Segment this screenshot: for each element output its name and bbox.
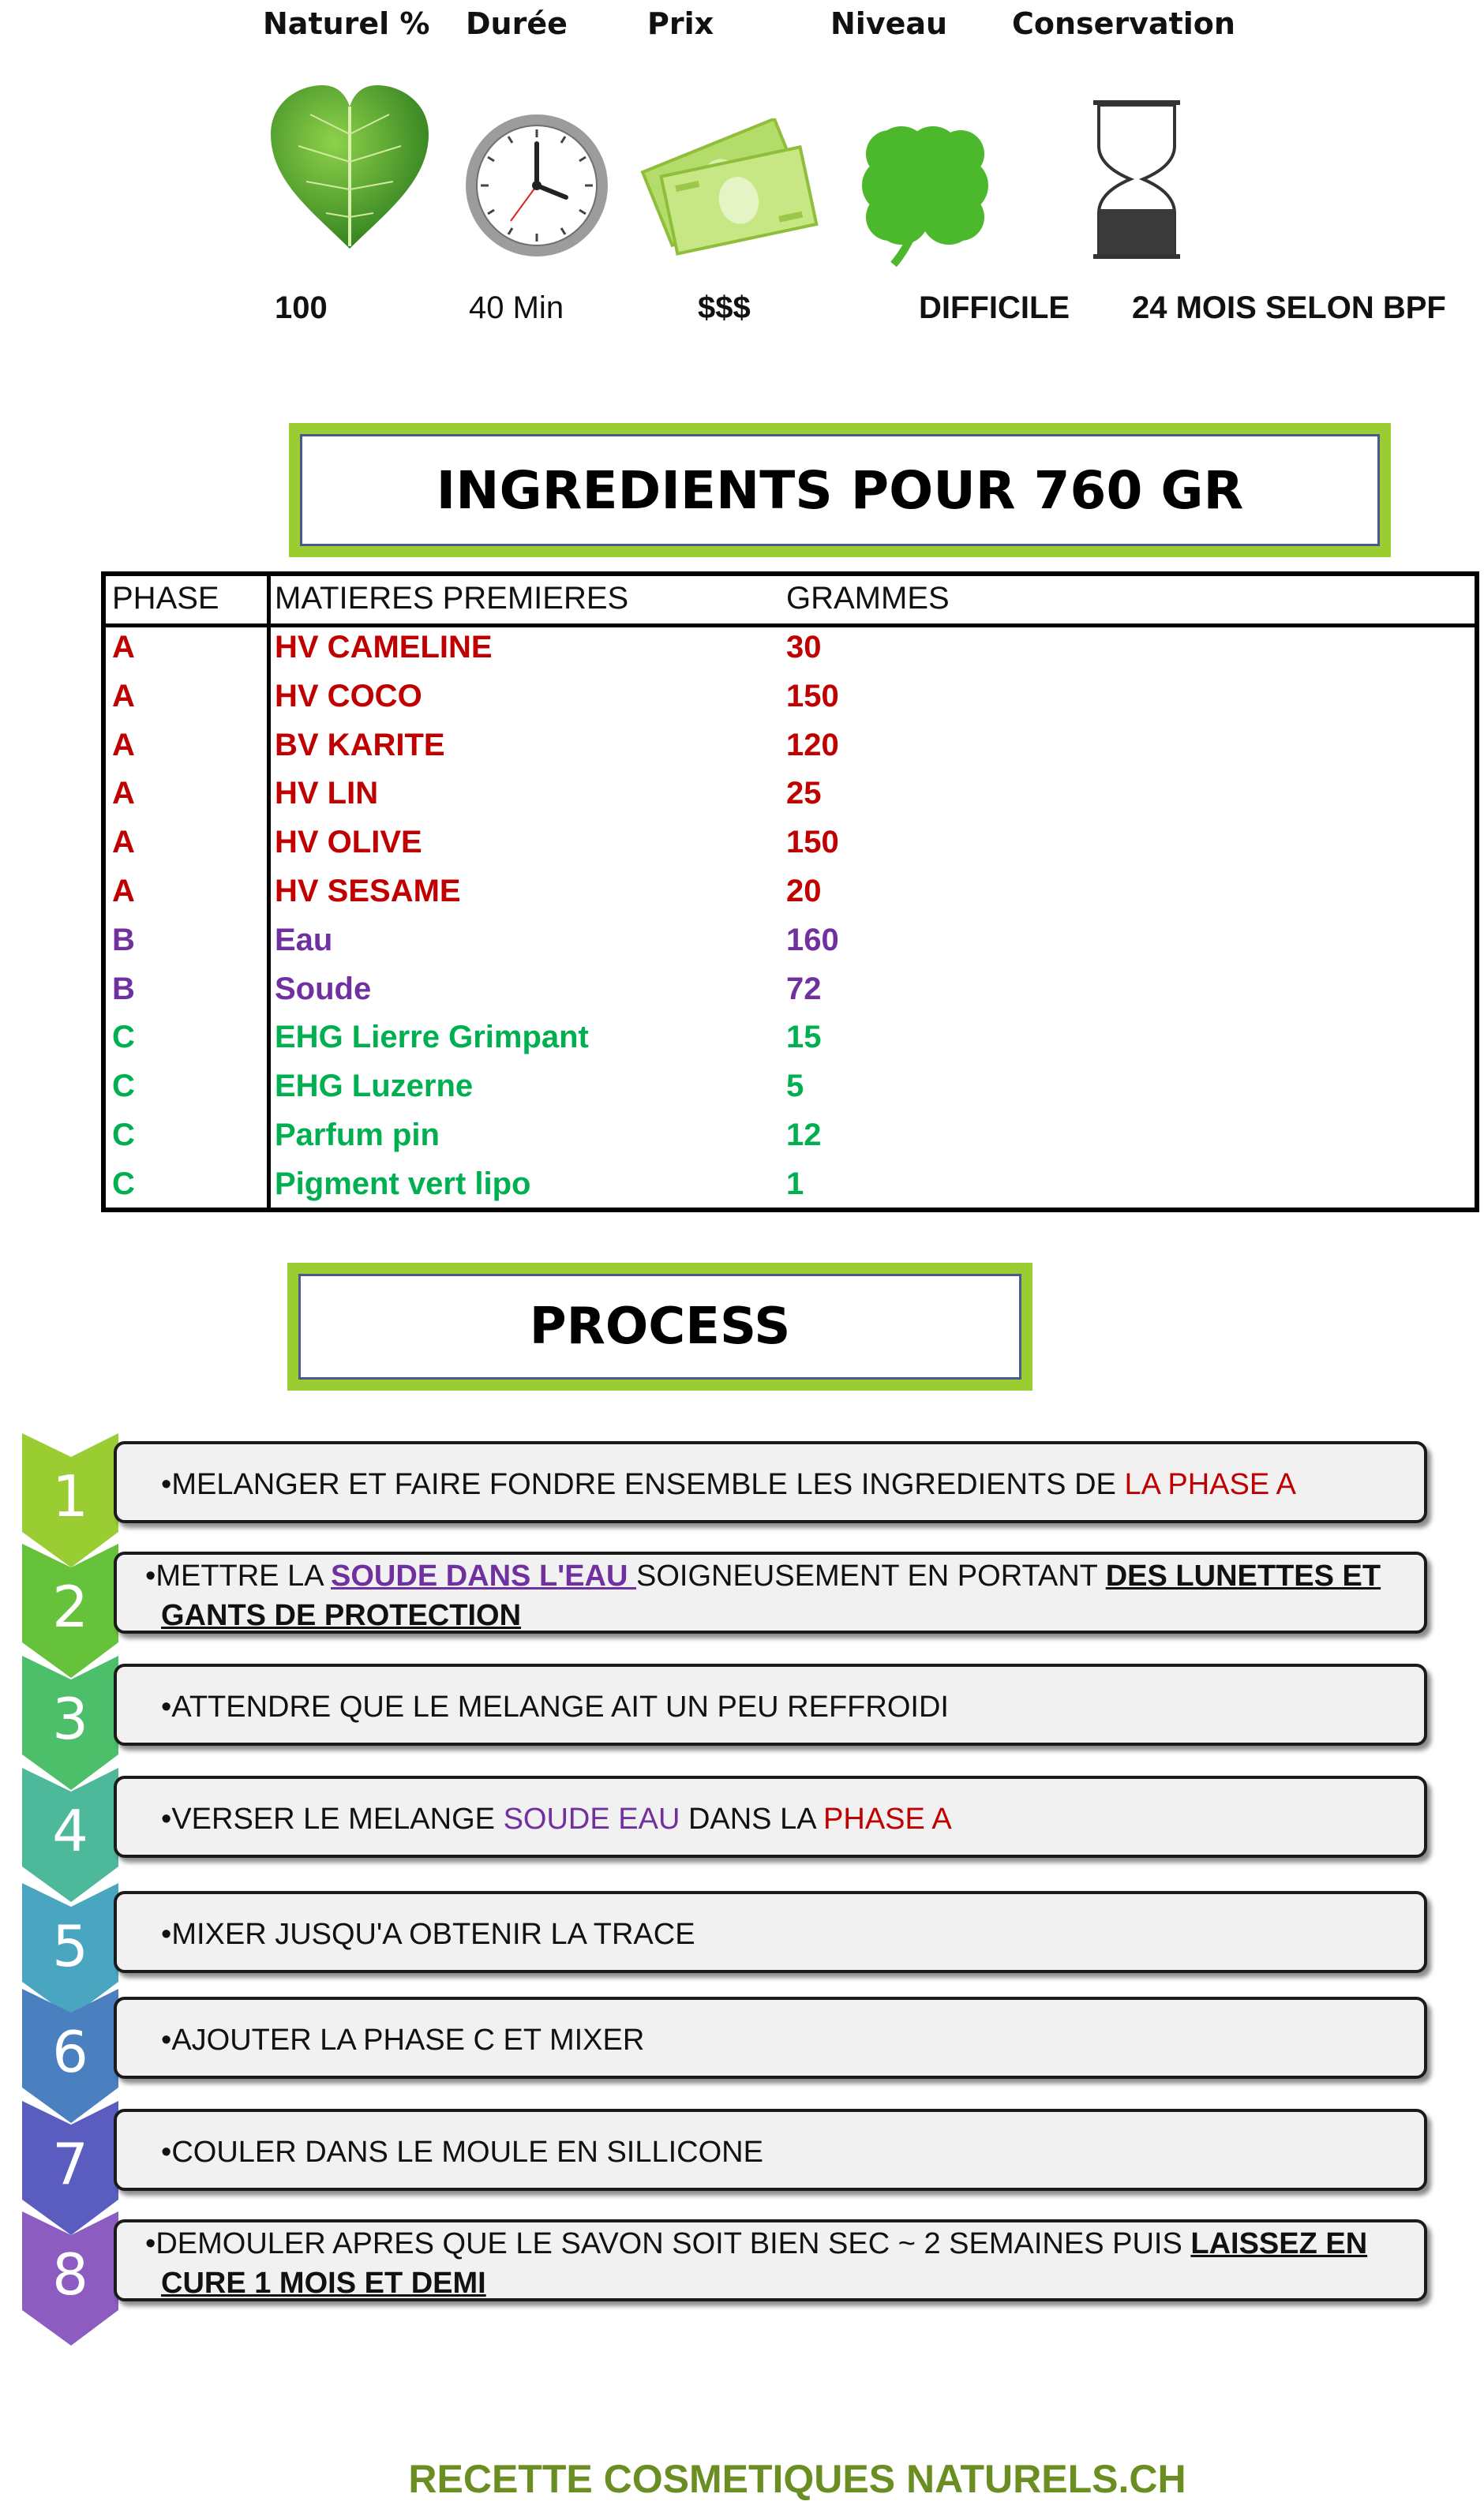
process-step-8 xyxy=(22,2219,1435,2312)
header-label-prix: Prix xyxy=(647,6,714,41)
cell-phase: A xyxy=(112,874,135,908)
cell-grams: 25 xyxy=(786,776,822,811)
cell-ingredient: Eau xyxy=(275,922,333,957)
process-step-1 xyxy=(22,1441,1435,1534)
cell-ingredient: HV SESAME xyxy=(275,874,461,908)
step-text-1: •MELANGER ET FAIRE FONDRE ENSEMBLE LES INGREDIENTS DE LA PHASE A xyxy=(161,1468,1297,1501)
cell-phase: C xyxy=(112,1118,135,1152)
step-number-5: 5 xyxy=(52,1913,88,1979)
cell-ingredient: HV LIN xyxy=(275,776,379,811)
process-step-3 xyxy=(22,1664,1435,1757)
cell-phase: B xyxy=(112,922,135,957)
cell-grams: 150 xyxy=(786,825,839,860)
step-text-6: •AJOUTER LA PHASE C ET MIXER xyxy=(161,2024,645,2057)
step-number-4: 4 xyxy=(52,1798,88,1864)
cell-grams: 20 xyxy=(786,874,822,908)
step-text-5: •MIXER JUSQU'A OBTENIR LA TRACE xyxy=(161,1918,695,1951)
cell-phase: C xyxy=(112,1069,135,1104)
step-number-8: 8 xyxy=(52,2241,88,2308)
step-text-4: •VERSER LE MELANGE SOUDE EAU DANS LA PHASE A xyxy=(161,1803,952,1836)
table-row xyxy=(106,1166,1475,1214)
step-text-8: •DEMOULER APRES QUE LE SAVON SOIT BIEN SEC ~ 2 SEMAINES PUIS LAISSEZ EN CURE 1 MOIS ET DEMI xyxy=(145,2227,1368,2300)
cell-phase: C xyxy=(112,1166,135,1201)
cell-ingredient: EHG Luzerne xyxy=(275,1069,474,1104)
table-row xyxy=(106,874,1475,921)
cell-grams: 160 xyxy=(786,922,839,957)
process-step-5 xyxy=(22,1891,1435,1984)
step-number-3: 3 xyxy=(52,1686,88,1752)
cell-ingredient: HV CAMELINE xyxy=(275,630,493,665)
header-label-duree: Durée xyxy=(466,6,568,41)
cell-ingredient: HV COCO xyxy=(275,678,422,713)
cell-grams: 30 xyxy=(786,630,822,665)
process-title-box xyxy=(287,1263,1032,1391)
ingredients-title: INGREDIENTS POUR 760 GR xyxy=(436,459,1244,521)
table-row xyxy=(106,972,1475,1019)
process-step-4 xyxy=(22,1776,1435,1869)
table-row xyxy=(106,776,1475,823)
table-row xyxy=(106,630,1475,677)
cell-ingredient: BV KARITE xyxy=(275,727,445,762)
step-number-1: 1 xyxy=(52,1463,88,1530)
ingredients-table xyxy=(101,571,1479,1212)
process-step-6 xyxy=(22,1997,1435,2090)
cell-grams: 15 xyxy=(786,1020,822,1055)
table-header-matieres: MATIERES PREMIERES xyxy=(275,581,629,616)
ingredients-title-box xyxy=(289,423,1391,557)
header-label-conservation: Conservation xyxy=(1012,6,1235,41)
cell-phase: A xyxy=(112,727,135,762)
cell-phase: A xyxy=(112,825,135,860)
cell-grams: 5 xyxy=(786,1069,804,1104)
cell-ingredient: EHG Lierre Grimpant xyxy=(275,1020,589,1055)
cell-grams: 72 xyxy=(786,971,822,1006)
table-row xyxy=(106,1069,1475,1116)
value-conservation: 24 MOIS SELON BPF xyxy=(1132,290,1446,325)
cell-ingredient: Parfum pin xyxy=(275,1118,440,1152)
value-niveau: DIFFICILE xyxy=(919,290,1070,325)
cell-grams: 12 xyxy=(786,1118,822,1152)
footer-site-name: RECETTE COSMETIQUES NATURELS.CH xyxy=(408,2457,1186,2501)
hourglass-icon xyxy=(1089,99,1184,260)
table-row xyxy=(106,825,1475,872)
cell-phase: A xyxy=(112,776,135,811)
table-row xyxy=(106,728,1475,775)
cell-ingredient: HV OLIVE xyxy=(275,825,422,860)
table-header-phase: PHASE xyxy=(112,581,219,616)
process-title: PROCESS xyxy=(529,1297,791,1356)
table-header-grammes: GRAMMES xyxy=(786,581,950,616)
step-text-7: •COULER DANS LE MOULE EN SILLICONE xyxy=(161,2136,763,2169)
cell-phase: A xyxy=(112,630,135,665)
cell-grams: 150 xyxy=(786,678,839,713)
process-step-2 xyxy=(22,1552,1435,1645)
header-label-niveau: Niveau xyxy=(830,6,948,41)
cell-grams: 1 xyxy=(786,1166,804,1201)
cell-grams: 120 xyxy=(786,727,839,762)
table-row xyxy=(106,923,1475,970)
step-number-7: 7 xyxy=(52,2131,88,2197)
cell-ingredient: Pigment vert lipo xyxy=(275,1166,531,1201)
table-row xyxy=(106,679,1475,726)
value-naturel: 100 xyxy=(275,290,328,325)
money-icon xyxy=(631,118,825,260)
cell-phase: C xyxy=(112,1020,135,1055)
step-number-6: 6 xyxy=(52,2019,88,2085)
clover-icon xyxy=(846,110,1004,268)
leaf-icon xyxy=(267,79,433,253)
cell-phase: B xyxy=(112,971,135,1006)
table-row xyxy=(106,1020,1475,1067)
header-label-naturel: Naturel % xyxy=(263,6,430,41)
process-step-7 xyxy=(22,2109,1435,2202)
cell-phase: A xyxy=(112,678,135,713)
clock-icon xyxy=(462,110,612,260)
step-number-2: 2 xyxy=(52,1574,88,1640)
step-text-3: •ATTENDRE QUE LE MELANGE AIT UN PEU REFFROIDI xyxy=(161,1691,949,1724)
value-prix: $$$ xyxy=(698,290,751,325)
table-row xyxy=(106,1118,1475,1165)
step-text-2: •METTRE LA SOUDE DANS L'EAU SOIGNEUSEMENT EN PORTANT DES LUNETTES ET GANTS DE PROTECTION xyxy=(145,1560,1381,1632)
value-duree: 40 Min xyxy=(469,290,564,325)
cell-ingredient: Soude xyxy=(275,971,372,1006)
